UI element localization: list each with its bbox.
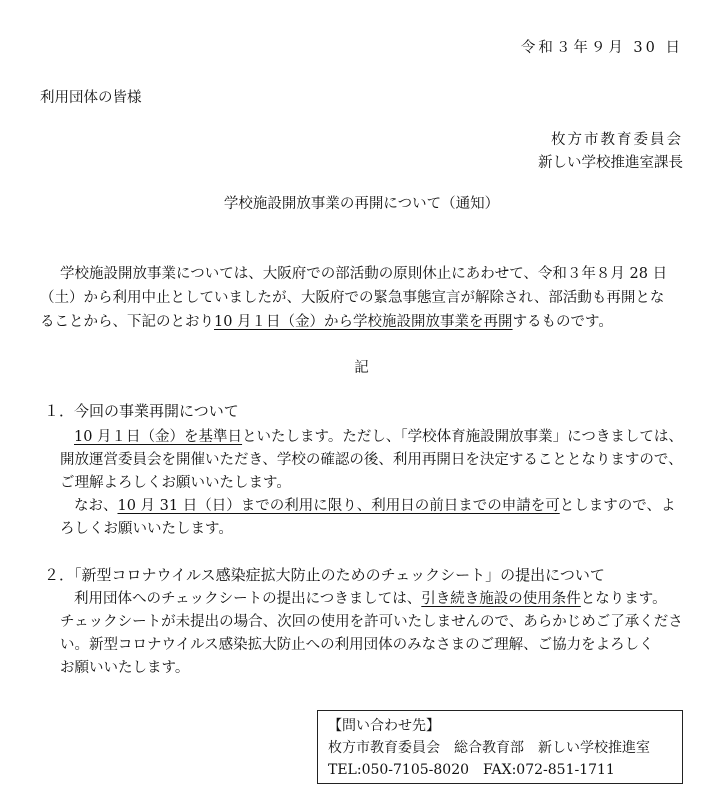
section-1-line-2: 開放運営委員会を開催いただき、学校の確認の後、利用再開日を決定することとなりますので、: [60, 452, 683, 468]
section-1-line-3: ご理解よろしくお願いいたします。: [60, 475, 291, 491]
intro-line-3-start: ることから、下記のとおり: [40, 314, 214, 330]
contact-label: 【問い合わせ先】: [328, 718, 440, 734]
section-1-line-4-start: なお、: [74, 498, 118, 514]
section-2-line-1-end: となります。: [580, 591, 667, 607]
contact-phone-fax: TEL:050-7105-8020 FAX:072-851-1711: [328, 762, 615, 778]
contact-organization: 枚方市教育委員会 総合教育部 新しい学校推進室: [328, 740, 650, 756]
section-2-condition-emphasis: 引き続き施設の使用条件: [421, 591, 581, 607]
section-1-line-4: [74, 494, 675, 515]
section-1-line-1: [74, 425, 683, 446]
intro-line-1: 学校施設開放事業については、大阪府での部活動の原則休止にあわせて、令和３年８月 28 日: [60, 266, 668, 282]
section-2-line-4: お願いいたします。: [60, 660, 190, 676]
section-1-deadline-emphasis: 10 月 31 日（日）までの利用に限り、利用日の前日までの申請を可: [117, 498, 560, 514]
intro-line-3: [40, 310, 613, 331]
sender-organization: 枚方市教育委員会: [551, 132, 683, 148]
document-title: 学校施設開放事業の再開について（通知）: [223, 196, 500, 212]
contact-box: [317, 710, 683, 784]
intro-reopen-date-emphasis: 10 月１日（金）から学校施設開放事業を再開: [214, 314, 513, 330]
section-2-heading: ２．「新型コロナウイルス感染症拡大防止のためのチェックシート」の提出について: [44, 566, 605, 584]
intro-line-3-end: するものです。: [512, 314, 613, 330]
section-2-line-1: [74, 587, 667, 608]
section-1-line-5: ろしくお願いいたします。: [60, 521, 233, 537]
intro-line-2: （土）から利用中止としていましたが、大阪府での緊急事態宣言が解除され、部活動も再開とな: [40, 290, 665, 306]
section-2-line-3: い。新型コロナウイルス感染拡大防止への利用団体のみなさまのご理解、ご協力をよろしく: [60, 637, 654, 653]
section-1-base-date-emphasis: 10 月１日（金）を基準日: [74, 429, 243, 445]
section-1-line-4-end: としますので、よ: [559, 498, 676, 514]
ki-marker: 記: [354, 360, 369, 376]
addressee: 利用団体の皆様: [40, 90, 142, 106]
section-2-line-1-start: 利用団体へのチェックシートの提出につきましては、: [74, 591, 422, 607]
section-2-line-2: チェックシートが未提出の場合、次回の使用を許可いたしませんので、あらかじめご了承くださ: [60, 614, 683, 630]
document-date: 令和３年９月 30 日: [520, 40, 683, 56]
section-1-line-1-rest: といたします。ただし、「学校体育施設開放事業」につきましては、: [242, 429, 683, 445]
section-1-heading: １．今回の事業再開について: [44, 402, 239, 420]
sender-title: 新しい学校推進室課長: [538, 155, 683, 171]
